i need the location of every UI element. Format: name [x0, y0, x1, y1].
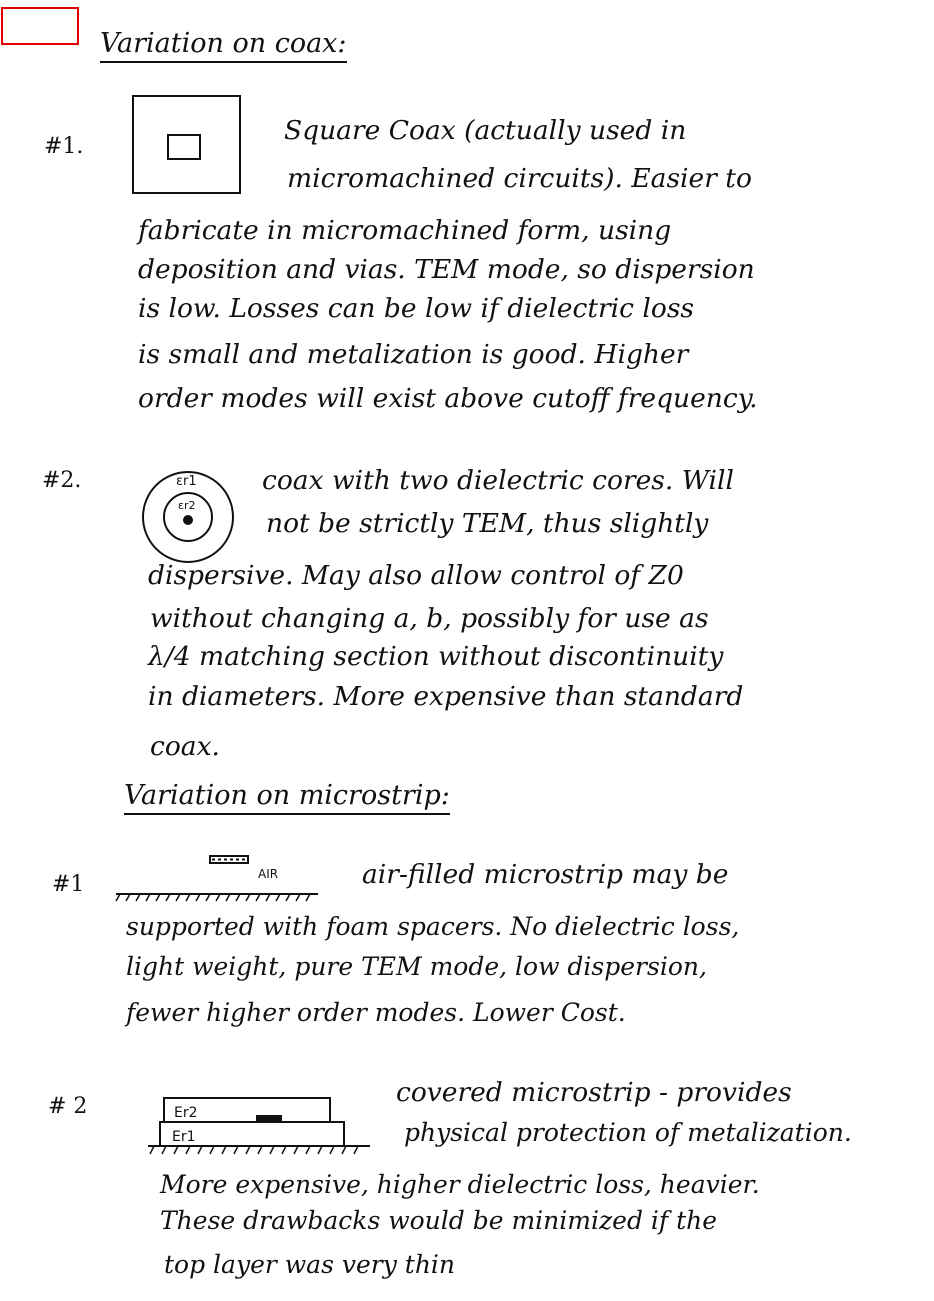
dual-dielectric-coax-diagram	[138, 466, 238, 566]
coax-item2-line-3: dispersive. May also allow control of Z0	[148, 560, 684, 591]
air-label: AIR	[258, 867, 279, 881]
microstrip-item2-line-4: These drawbacks would be minimized if the	[160, 1206, 718, 1235]
microstrip-item2-number: # 2	[48, 1094, 88, 1119]
coax-item1-line-3: fabricate in micromachined form, using	[138, 215, 672, 246]
coax-item2-line-6: in diameters. More expensive than standard	[148, 681, 744, 712]
microstrip-heading: Variation on microstrip:	[124, 782, 450, 815]
microstrip-item2-line-2: physical protection of metalization.	[404, 1118, 852, 1147]
coax-item1-line-6: is small and metalization is good. Higher	[138, 339, 689, 370]
coax-item1-line-7: order modes will exist above cutoff frequency.	[138, 383, 758, 414]
microstrip-item1-line-4: fewer higher order modes. Lower Cost.	[126, 998, 626, 1027]
coax-item1-line-4: deposition and vias. TEM mode, so dispersion	[138, 254, 755, 285]
coax-item1-line-5: is low. Losses can be low if dielectric loss	[138, 293, 695, 324]
coax-heading: Variation on coax:	[100, 30, 347, 63]
top-layer-label: Er2	[174, 1105, 198, 1121]
bottom-layer-label: Er1	[172, 1129, 196, 1145]
microstrip-item1-line-1: air-filled microstrip may be	[362, 859, 729, 890]
microstrip-item1-line-3: light weight, pure TEM mode, low dispersion,	[126, 952, 707, 981]
coax-item2-line-7: coax.	[150, 731, 220, 762]
air-filled-microstrip-diagram	[112, 850, 322, 906]
coax-item1-line-2: micromachined circuits). Easier to	[287, 163, 752, 194]
microstrip-item2-line-1: covered microstrip - provides	[396, 1077, 792, 1108]
inner-dielectric-label: εr2	[178, 499, 196, 512]
covered-microstrip-diagram	[146, 1088, 376, 1158]
microstrip-item1-line-2: supported with foam spacers. No dielectric loss,	[126, 912, 740, 941]
coax-item2-line-4: without changing a, b, possibly for use as	[150, 603, 709, 634]
coax-item2-line-5: λ/4 matching section without discontinuity	[148, 641, 724, 672]
square-coax-diagram	[128, 92, 244, 196]
microstrip-item1-number: #1	[52, 872, 85, 897]
corner-box	[1, 7, 79, 45]
microstrip-item2-line-5: top layer was very thin	[164, 1250, 456, 1279]
coax-item1-number: #1.	[44, 134, 84, 159]
coax-item1-line-1: Square Coax (actually used in	[284, 115, 687, 146]
coax-item2-line-2: not be strictly TEM, thus slightly	[266, 508, 709, 539]
ground-plane-hatching-2	[150, 1146, 358, 1154]
outer-dielectric-label: εr1	[176, 474, 197, 489]
coax-item2-number: #2.	[42, 468, 82, 493]
microstrip-item2-line-3: More expensive, higher dielectric loss, heavier.	[160, 1170, 760, 1199]
ground-plane-hatching	[116, 894, 310, 901]
coax-item2-line-1: coax with two dielectric cores. Will	[262, 465, 734, 496]
